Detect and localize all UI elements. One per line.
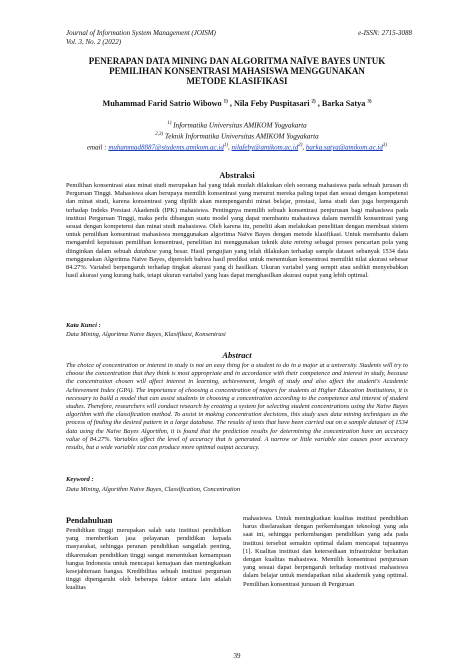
- affiliation-text: Informatika Universitas AMIKOM Yogyakarta: [173, 121, 307, 130]
- paper-title: [70, 56, 404, 86]
- kata-kunci-label: Kata Kunci :: [66, 322, 101, 329]
- abstract-heading: Abstract: [222, 350, 252, 360]
- affiliation-marker: 1): [167, 121, 172, 126]
- title-line: PENERAPAN DATA MINING DAN ALGORITMA NAÏVE BAYES UNTUK: [88, 56, 386, 66]
- journal-volume: Vol. 3, No. 2 (2022): [66, 38, 122, 46]
- author-list: Muhammad Farid Satrio Wibowo $^{1)}$ , Nila Feby Puspitasari $^{2)}$ , Barka Satya $^{3)}$: [102, 99, 372, 108]
- email-link[interactable]: nilafeby@amikom.ac.id: [231, 143, 299, 152]
- abstract-body: The choice of concentration or interest in study is not an easy thing for a student to do in a major at a university. Students will try to choose the concentration that they think is most appropriate and in accordance with their competence and interest in study, because the concentration chosen will affect interest in learning, achievement, length of study and also affect the student's Academic Achievement Index (GPA). The importance of choosing a concentration of majors for students at Higher Education Institutions, it is necessary to build a model that can assist students in choosing a concentration according to the competence and interest of student studies. Therefore, researchers will conduct research by creating a system for selecting student concentrations using the Naïve Bayes algorithm with the classification method. To assist in making concentration decisions, this study uses data mining techniques as the process of finding the desired pattern in a large database. The results of tests that have been carried out on a sample dataset of 1534 data using the Naïve Bayes Algorithm, it is found that the prediction results for determining the concentration have an accuracy value of 84.27%. Variables affect the level of accuracy that is generated. A narrow or little variable size causes poor accuracy results, but a wide variable size can produce more optimal output accuracy.: [66, 362, 408, 452]
- author-name: Muhammad Farid Satrio Wibowo: [102, 99, 222, 108]
- author-marker: 1): [223, 99, 228, 105]
- title-line: METODE KLASIFIKASI: [186, 76, 288, 86]
- abstrak-text: yang besar. Hasil pengujian yang telah dilakukan terhadap sample dataset sebanyak 1534 data menggunakan Algoritma Naïve Bayes, diperoleh bahwa hasil prediksi untuk menentukan konsentrasi memiliki nilai akurasi sebesar 84.27%. Variabel berpengaruh terhadap tingkat akurasi yang di hasilkan. Ukuran variabel yang sempit atau sedikit menyebabkan hasil akurasi yang kurang baik, tetapi ukuran variabel yang luas dapat menghasilkan akurasi ouput yang lebih optimal.: [66, 247, 408, 280]
- abstrak-term: database: [133, 247, 157, 255]
- affiliation: [66, 132, 408, 140]
- running-header-left: [66, 29, 216, 47]
- email-line: email : $muhammad8887@students.amikom.ac.id^{1)}$, $nilafeby@amikom.ac.id^{2)}$, $barka.satya@amikom.ac.id^{3)}$: [86, 143, 388, 152]
- journal-issn: e-ISSN: 2715-3088: [358, 29, 412, 37]
- abstrak-heading: Abstraksi: [219, 170, 255, 180]
- email-marker: 2): [298, 143, 303, 148]
- abstrak-text: sebagai proses pencarian pola yang diinginkan dalam sebuah: [66, 239, 408, 255]
- abstrak-body: [66, 182, 408, 280]
- affiliation: [66, 121, 408, 129]
- kata-kunci-text: Data Mining, Algoritma Naive Bayes, Klasifikasi, Konsentrasi: [66, 331, 226, 338]
- affiliation-text: Teknik Informatika Universitas AMIKOM Yogyakarta: [164, 132, 319, 141]
- keyword-label: Keyword :: [66, 476, 94, 483]
- email-marker: 3): [382, 143, 388, 148]
- author-marker: 3): [367, 99, 372, 105]
- email-label: email :: [86, 143, 107, 152]
- title-line: PEMILIHAN KONSENTRASI MAHASISWA MENGGUNAKAN: [109, 66, 365, 76]
- author-marker: 2): [311, 99, 316, 105]
- pendahuluan-heading: Pendahuluan: [66, 516, 113, 525]
- author-name: Nila Feby Puspitasari: [233, 99, 310, 108]
- journal-name: Journal of Information System Management (JOISM): [66, 29, 216, 37]
- page-number: 39: [233, 652, 241, 660]
- author-name: Barka Satya: [321, 99, 366, 108]
- email-link[interactable]: muhammad8887@students.amikom.ac.id: [108, 143, 224, 152]
- pendahuluan-right-column: mahasiswa. Untuk meningkatkan kualitas institusi pendidikan harus diselaraskan dengan perkembangan teknologi yang ada saat ini, sehingga perkembangan pendidikan yang ada pada institusi tersebut semakin optimal dalam mencapai tujuannya [1]. Kualitas institusi dan ketersediaan infrastruktur berkaitan dengan kualitas mahasiswa. Memilih konsentrasi penjurusan yang sesuai dapat berpengaruh terhadap motivasi mahasiswa dalam belajar untuk mendapatkan nilai akademik yang optimal. Pemilihan konsentrasi jurusan di Perguruan: [243, 515, 408, 588]
- affiliation-marker: 2,3): [155, 132, 164, 137]
- keyword-text: Data Mining, Algorithm Naive Bayes, Classification, Concentration: [66, 486, 241, 493]
- pendahuluan-left-column: Pendidikan tinggi merupakan salah satu institusi pendidikan yang memberikan jasa pelayanan pendidikan kepada masyarakat, sehingga peranan pendidikan sangatlah penting, dikarenakan pendidikan tinggi sangat menentukan kemampuan bangsa Indonesia untuk mencapai kemajuan dan meningkatkan kesejahteraan bangsa. Kredibilitas sebuah institusi perguruan tinggi dipengaruhi oleh beberapa faktor antara lain adalah kualitas: [66, 527, 231, 592]
- email-link[interactable]: barka.satya@amikom.ac.id: [305, 143, 383, 152]
- abstrak-term: data mining: [280, 239, 312, 247]
- email-marker: 1): [223, 143, 228, 148]
- abstrak-text: Pemilihan konsentrasi atau minat studi merupakan hal yang tidak mudah dilakukan oleh seorang mahasiswa pada sebuah jurusan di Perguruan Tinggi. Mahasiswa akan berupaya memilih konsentrasi yang menurut mereka paling tepat dan sesuai dengan kompetensi dan minat studi, karena konsentrasi yang dipilih akan mempengaruhi minat belajar, prestasi, lama studi dan juga berpengaruh terhadap Indeks Prestasi Akademik (IPK) mahasiswa. Pentingnya memilih sebuah konsentrasi penjurusan bagi mahasiswa pada institusi Perguruan Tinggi, maka perlu dibangun suatu model yang dapat membantu mahasiswa dalam memilih konsentrasi yang sesuai dengan kompetensi dan minat studi mahasiswa. Oleh karena itu, peneliti akan melakukan penelitian dengan membuat sistem untuk pemilihan konsentrasi mahasiswa menggunakan algoritma Naïve Bayes dengan metode klasifikasi. Untuk membantu dalam mengambil keputusan pemilihan konsentrasi, penelitian ini menggunakan teknik: [66, 182, 408, 247]
